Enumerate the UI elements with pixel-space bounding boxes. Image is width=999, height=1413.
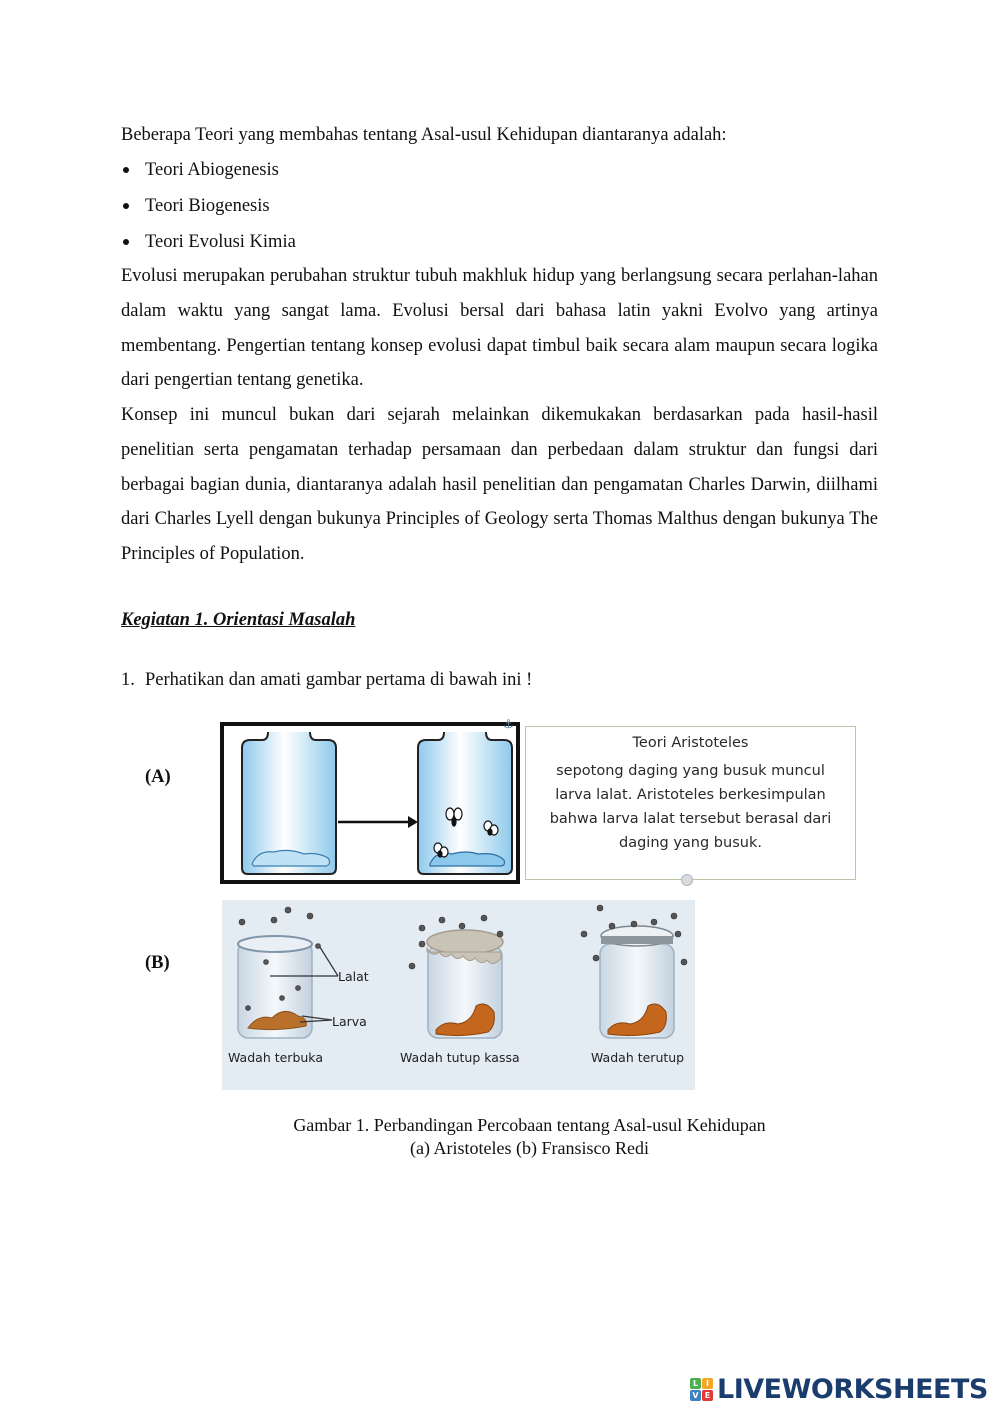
jar-caption-gauze: Wadah tutup kassa <box>400 1050 520 1065</box>
jar-caption-open: Wadah terbuka <box>228 1050 323 1065</box>
logo-letter: V <box>690 1390 701 1401</box>
box-title: Teori Aristoteles <box>632 735 749 751</box>
question-number: 1. <box>121 670 135 690</box>
jar-after-icon <box>418 732 512 874</box>
activity-heading: Kegiatan 1. Orientasi Masalah <box>121 610 356 630</box>
list-item <box>121 152 296 188</box>
intro-sentence: Beberapa Teori yang membahas tentang Asal-usul Kehidupan diantaranya adalah: <box>121 125 727 145</box>
anchor-icon: ⚓ <box>503 717 514 731</box>
bullet-icon <box>123 239 129 245</box>
logo-icon <box>690 1378 713 1401</box>
figure-a-illustration <box>220 722 520 884</box>
figure-b-illustration <box>222 900 695 1090</box>
figure-a-label: (A) <box>145 767 171 787</box>
theory-label: Teori Evolusi Kimia <box>145 232 296 252</box>
bullet-icon <box>123 167 129 173</box>
jar-caption-closed: Wadah terutup <box>591 1050 685 1065</box>
figure-caption <box>200 1114 859 1160</box>
aristotle-theory-box <box>525 726 856 880</box>
list-item <box>121 224 296 260</box>
logo-letter: I <box>702 1378 713 1389</box>
theory-label: Teori Abiogenesis <box>145 160 279 180</box>
theory-label: Teori Biogenesis <box>145 196 270 216</box>
open-jar-icon <box>238 936 312 1038</box>
logo-letter: L <box>690 1378 701 1389</box>
callout-flies: Lalat <box>338 969 369 984</box>
question-1 <box>121 670 532 691</box>
paragraph-evolution: Evolusi merupakan perubahan struktur tubuh makhluk hidup yang berlangsung secara perlahan-lahan dalam waktu yang sangat lama. Evolusi bersal dari bahasa latin yakni Evolvo yang artinya membentang. Pengertian tentang konsep evolusi dapat timbul baik secara alam maupun secara logika dari pengertian tentang genetika. <box>121 266 878 391</box>
box-text: sepotong daging yang busuk muncul larva lalat. Aristoteles berkesimpulan bahwa larva lalat tersebut berasal dari daging yang busuk. <box>549 763 832 851</box>
caption-line-2: (a) Aristoteles (b) Fransisco Redi <box>410 1138 649 1158</box>
question-text: Perhatikan dan amati gambar pertama di bawah ini ! <box>145 670 533 690</box>
bullet-icon <box>123 203 129 209</box>
gauze-jar-icon <box>427 930 503 1038</box>
resize-handle-icon <box>681 874 693 886</box>
callout-larva: Larva <box>332 1014 367 1029</box>
figure-b-label: (B) <box>145 953 170 973</box>
closed-jar-icon <box>600 926 674 1038</box>
logo-text: LIVEWORKSHEETS <box>717 1373 988 1405</box>
theory-list <box>121 152 296 260</box>
liveworksheets-logo[interactable] <box>690 1374 988 1404</box>
jar-before-icon <box>242 732 336 874</box>
list-item <box>121 188 296 224</box>
paragraph-concept: Konsep ini muncul bukan dari sejarah melainkan dikemukakan berdasarkan pada hasil-hasil penelitian serta pengamatan terhadap persamaan dan perbedaan dalam struktur dan fungsi dari berbagai bagian dunia, diantaranya adalah hasil penelitian dan pengamatan Charles Darwin, diilhami dari Charles Lyell dengan bukunya Principles of Geology serta Thomas Malthus dengan bukunya The Principles of Population. <box>121 405 878 565</box>
logo-letter: E <box>702 1390 713 1401</box>
arrow-icon <box>338 816 418 828</box>
caption-line-1: Gambar 1. Perbandingan Percobaan tentang Asal-usul Kehidupan <box>293 1115 766 1135</box>
